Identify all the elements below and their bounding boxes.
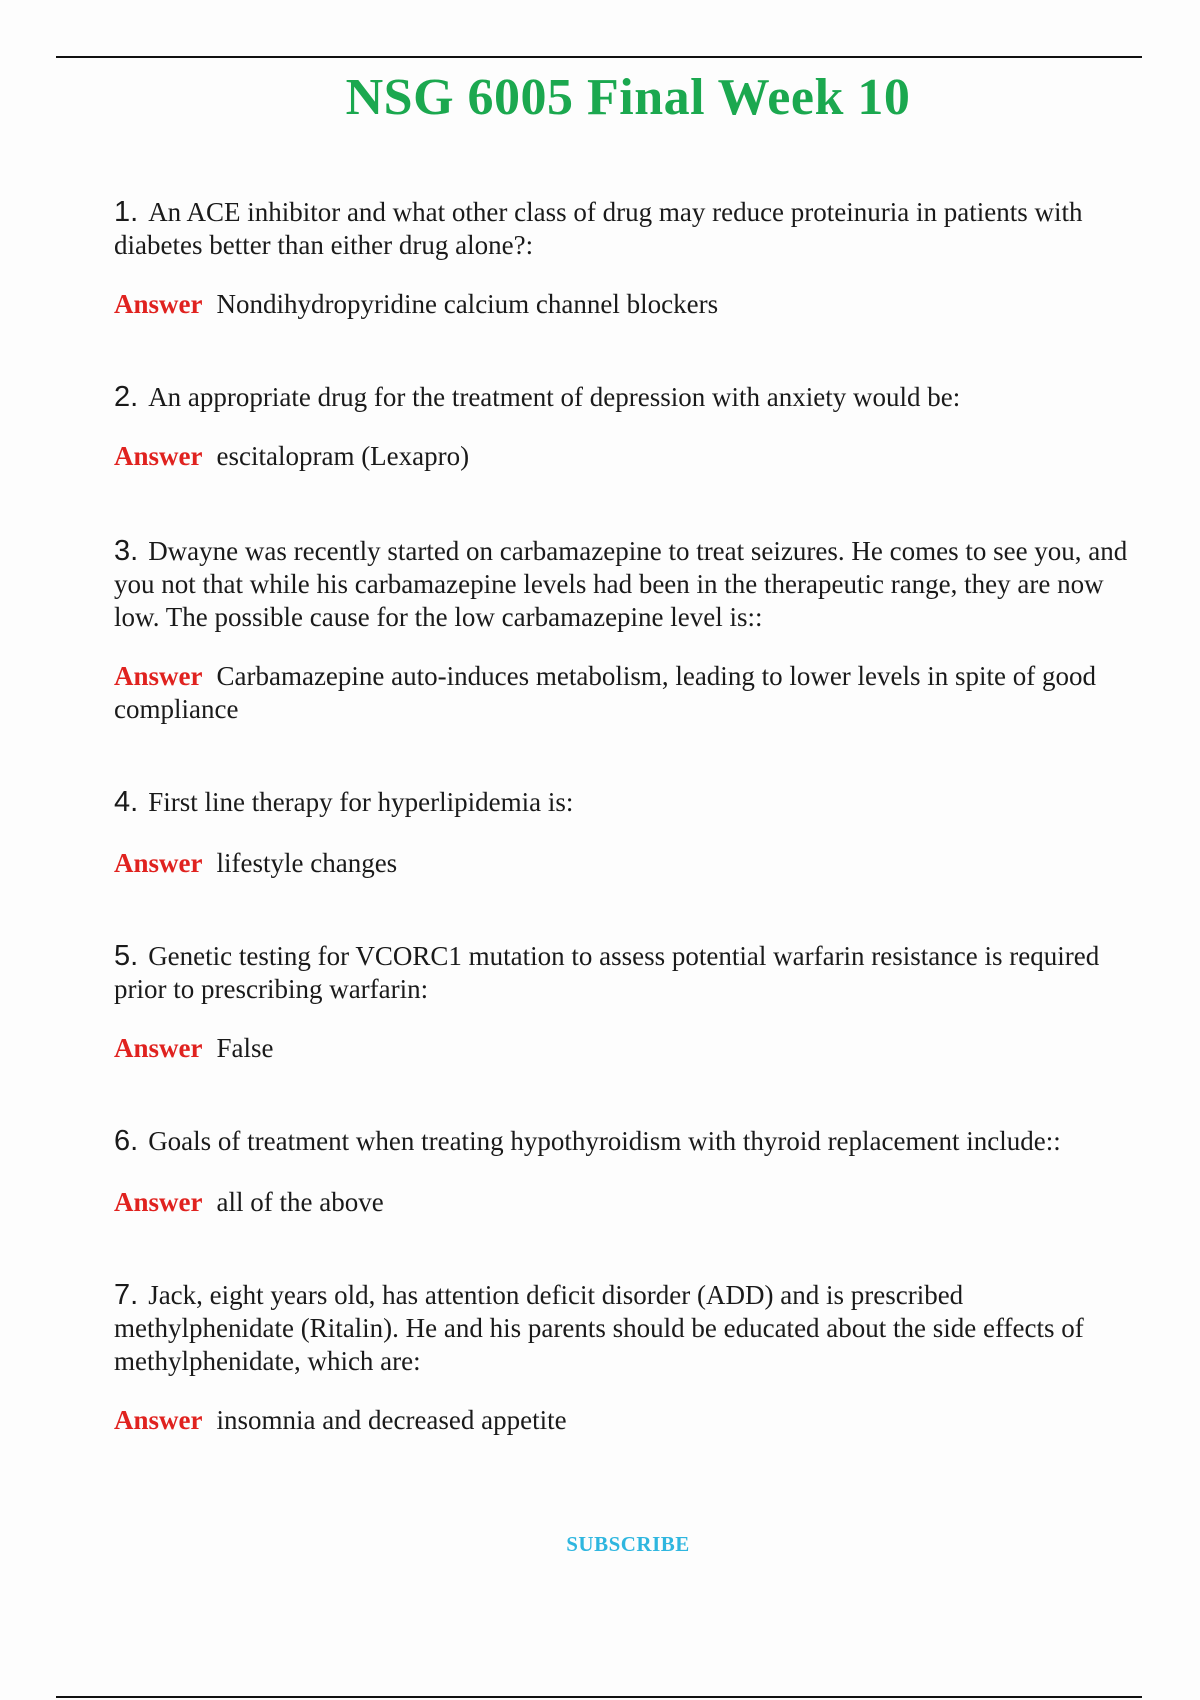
answer-text: lifestyle changes bbox=[216, 848, 398, 878]
question-text: 5. Genetic testing for VCORC1 mutation to assess potential warfarin resistance is required prior to prescribing warfarin: bbox=[114, 940, 1100, 1004]
question-number: 7. bbox=[114, 1279, 139, 1311]
question-item bbox=[114, 381, 1144, 473]
answer-text: all of the above bbox=[216, 1187, 384, 1217]
answer-text: insomnia and decreased appetite bbox=[216, 1405, 567, 1435]
answer-line bbox=[114, 1404, 1144, 1437]
answer-line bbox=[114, 288, 1144, 321]
question-number: 2. bbox=[114, 381, 139, 413]
answer-text: escitalopram (Lexapro) bbox=[216, 441, 470, 471]
answer-line bbox=[114, 440, 1144, 473]
answer-line bbox=[114, 847, 1144, 880]
answer-line bbox=[114, 1186, 1144, 1219]
bottom-rule bbox=[56, 1696, 1142, 1698]
answer-label: Answer bbox=[114, 441, 203, 471]
question-text: 2. An appropriate drug for the treatment of depression with anxiety would be: bbox=[114, 381, 961, 413]
question-text: 4. First line therapy for hyperlipidemia is: bbox=[114, 786, 574, 818]
question-text: 7. Jack, eight years old, has attention deficit disorder (ADD) and is prescribed methylphenidate (Ritalin). He and his parents should be educated about the side effects of methylphenidate, which are: bbox=[114, 1279, 1084, 1376]
answer-label: Answer bbox=[114, 848, 203, 878]
question-number: 4. bbox=[114, 786, 139, 818]
subscribe-link[interactable]: SUBSCRIBE bbox=[566, 1532, 690, 1556]
question-item bbox=[114, 1279, 1144, 1437]
question-item bbox=[114, 196, 1144, 321]
answer-label: Answer bbox=[114, 1405, 203, 1435]
question-number: 5. bbox=[114, 940, 139, 972]
answer-label: Answer bbox=[114, 661, 203, 691]
answer-label: Answer bbox=[114, 1033, 203, 1063]
answer-label: Answer bbox=[114, 1187, 203, 1217]
question-item bbox=[114, 786, 1144, 880]
top-rule bbox=[56, 56, 1142, 58]
question-item bbox=[114, 940, 1144, 1065]
question-text: 1. An ACE inhibitor and what other class of drug may reduce proteinuria in patients with diabetes better than either drug alone?: bbox=[114, 196, 1083, 260]
answer-text: Nondihydropyridine calcium channel blockers bbox=[216, 289, 719, 319]
question-list bbox=[114, 196, 1144, 1437]
question-item bbox=[114, 1125, 1144, 1219]
answer-text: Carbamazepine auto-induces metabolism, leading to lower levels in spite of good compliance bbox=[114, 661, 1097, 724]
question-number: 6. bbox=[114, 1125, 139, 1157]
question-number: 1. bbox=[114, 196, 139, 228]
page-title: NSG 6005 Final Week 10 bbox=[345, 69, 911, 126]
answer-line bbox=[114, 660, 1144, 726]
question-text: 6. Goals of treatment when treating hypothyroidism with thyroid replacement include:: bbox=[114, 1125, 1061, 1157]
question-item bbox=[114, 535, 1144, 726]
question-number: 3. bbox=[114, 535, 139, 567]
answer-line bbox=[114, 1032, 1144, 1065]
answer-text: False bbox=[216, 1033, 274, 1063]
answer-label: Answer bbox=[114, 289, 203, 319]
question-text: 3. Dwayne was recently started on carbamazepine to treat seizures. He comes to see you, and you not that while his carbamazepine levels had been in the therapeutic range, they are now low. The possible cause for the low carbamazepine level is:: bbox=[114, 535, 1128, 632]
